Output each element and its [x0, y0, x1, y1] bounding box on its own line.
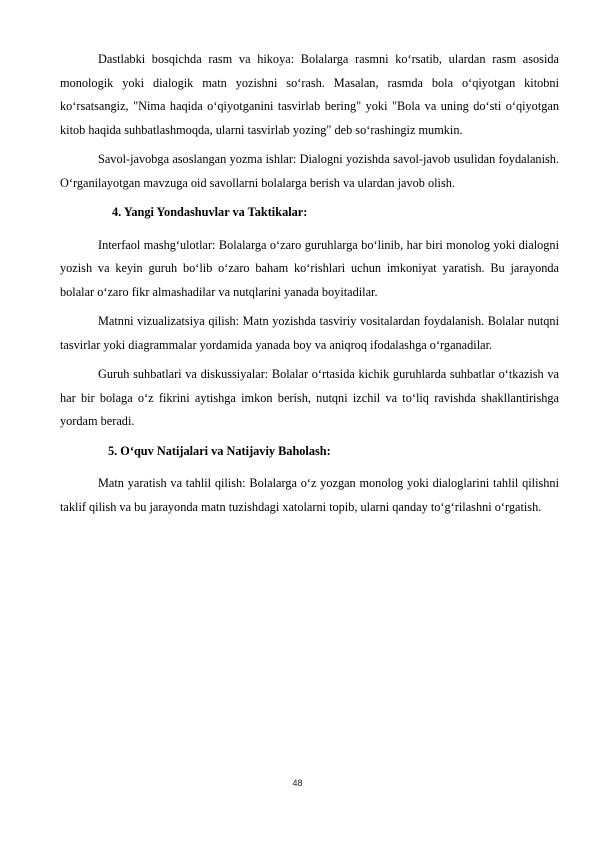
- page-body: [60, 48, 559, 525]
- section-heading-5: 5. O‘quv Natijalari va Natijaviy Baholash:: [108, 443, 331, 458]
- paragraph-group-discussions: Guruh suhbatlari va diskussiyalar: Bolalar o‘rtasida kichik guruhlarda suhbatlar o‘tkazish va har bir bolaga o‘z fikrini aytishga imkon berish, nutqni izchil va to‘liq ravishda shakllantirishga yordam beradi.: [60, 367, 559, 428]
- section-heading-4: 4. Yangi Yondashuvlar va Taktikalar:: [112, 205, 308, 219]
- paragraph-text-analysis: Matn yaratish va tahlil qilish: Bolalarga o‘z yozgan monolog yoki dialoglarini tahlil qilishni taklif qilish va bu jarayonda matn tuzishdagi xatolarni topib, ularni qanday to‘g‘rilashni o‘rgatish.: [60, 476, 559, 514]
- paragraph-question-answer: Savol-javobga asoslangan yozma ishlar: Dialogni yozishda savol-javob usulidan foydalanish. O‘rganilayotgan mavzuga oid savollarni bolalarga berish va ulardan javob olish.: [60, 152, 559, 190]
- paragraph-interactive-lessons: Interfaol mashg‘ulotlar: Bolalarga o‘zaro guruhlarga bo‘linib, har biri monolog yoki dialogni yozish va keyin guruh bo‘lib o‘zaro baham ko‘rishlari uchun imkoniyat yaratish. Bu jarayonda bolalar o‘zaro fikr almashadilar va nutqlarini yanada boyitadilar.: [60, 237, 559, 299]
- paragraph-text-visualization: Matnni vizualizatsiya qilish: Matn yozishda tasviriy vositalardan foydalanish. Bolalar nutqni tasvirlar yoki diagrammalar yordamida yanada boy va aniqroq ifodalashga o‘rganadilar.: [60, 314, 559, 352]
- paragraph-picture-story: Dastlabki bosqichda rasm va hikoya: Bolalarga rasmni ko‘rsatib, ulardan rasm asosida monologik yoki dialogik matn yozishni so‘rash. Masalan, rasmda bola o‘qiyotgan kitobni ko‘rsatsangiz, "Nima haqida o‘qiyotganini tasvirlab bering" yoki "Bola va uning do‘sti o‘qiyotgan kitob haqida suhbatlashmoqda, ularni tasvirlab yozing" deb so‘rashingiz mumkin.: [60, 52, 559, 137]
- page-number: 48: [292, 778, 303, 788]
